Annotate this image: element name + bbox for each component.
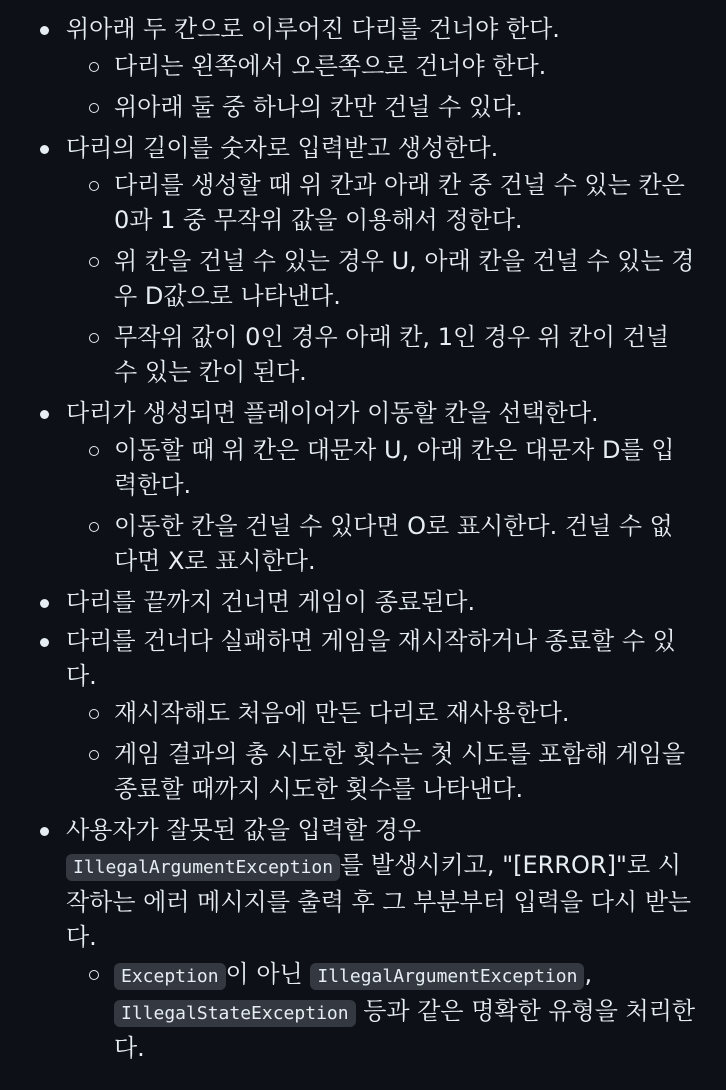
bullet-circle-icon <box>89 103 99 113</box>
sub-list-item-text: , <box>584 960 593 988</box>
list-item-text: 다리를 건너다 실패하면 게임을 재시작하거나 종료할 수 있다. <box>66 627 676 690</box>
bullet-circle-icon <box>89 62 99 72</box>
bullet-disc-icon <box>40 145 49 154</box>
list-item-text: 위아래 두 칸으로 이루어진 다리를 건너야 한다. <box>66 15 560 43</box>
sub-list-item-text: 위 칸을 건널 수 있는 경우 U, 아래 칸을 건널 수 있는 경우 D값으로 나타낸다. <box>114 247 695 310</box>
sub-list-item <box>66 90 696 125</box>
bullet-disc-icon <box>40 638 49 647</box>
sub-list-item-text: 등과 같은 명확한 유형을 처리한다. <box>114 997 696 1062</box>
list-item <box>0 396 696 579</box>
list-item-text: 다리의 길이를 숫자로 입력받고 생성한다. <box>66 134 499 162</box>
list-item-text: 사용자가 잘못된 값을 입력할 경우 <box>66 816 422 844</box>
bullet-circle-icon <box>89 709 99 719</box>
inline-code: IllegalArgumentException <box>66 854 340 881</box>
inline-code: Exception <box>114 963 226 990</box>
bullet-disc-icon <box>40 410 49 419</box>
sub-list-item <box>66 49 696 84</box>
sub-list-item-text: 재시작해도 처음에 만든 다리로 재사용한다. <box>114 699 570 727</box>
requirements-list <box>0 12 696 1066</box>
bullet-circle-icon <box>89 446 99 456</box>
sub-list <box>66 49 696 125</box>
sub-list-item-text: 위아래 둘 중 하나의 칸만 건널 수 있다. <box>114 93 523 121</box>
sub-list <box>66 168 696 390</box>
sub-list-item-text: 이 아닌 <box>225 960 311 988</box>
list-item-text: 를 발생시키고, "[ERROR]"로 시작하는 에러 메시지를 출력 후 그 부분부터 입력을 다시 받는다. <box>66 851 692 951</box>
list-item-error-handling <box>0 813 696 1066</box>
sub-list-item-text: 이동한 칸을 건널 수 있다면 O로 표시한다. 건널 수 없다면 X로 표시한다. <box>114 512 673 575</box>
sub-list-item <box>66 168 696 238</box>
bullet-disc-icon <box>40 599 49 608</box>
list-item <box>0 585 696 620</box>
bullet-circle-icon <box>89 257 99 267</box>
sub-list-item-text: 다리는 왼쪽에서 오른쪽으로 건너야 한다. <box>114 52 547 80</box>
sub-list <box>66 433 696 579</box>
inline-code: IllegalArgumentException <box>310 963 584 990</box>
bullet-circle-icon <box>89 750 99 760</box>
bullet-circle-icon <box>89 181 99 191</box>
sub-list-item-text: 게임 결과의 총 시도한 횟수는 첫 시도를 포함해 게임을 종료할 때까지 시도한 횟수를 나타낸다. <box>114 740 686 803</box>
bullet-disc-icon <box>40 26 49 35</box>
list-item <box>0 12 696 125</box>
sub-list-item <box>66 244 696 314</box>
sub-list-item <box>66 509 696 579</box>
sub-list-item <box>66 737 696 807</box>
sub-list-item <box>66 433 696 503</box>
sub-list <box>66 957 696 1066</box>
sub-list-item-text: 이동할 때 위 칸은 대문자 U, 아래 칸은 대문자 D를 입력한다. <box>114 436 675 499</box>
bullet-circle-icon <box>89 333 99 343</box>
inline-code: IllegalStateException <box>114 1000 356 1027</box>
bullet-circle-icon <box>89 970 99 980</box>
sub-list-item <box>66 957 696 1066</box>
sub-list-item <box>66 320 696 390</box>
sub-list <box>66 696 696 807</box>
list-item-text: 다리를 끝까지 건너면 게임이 종료된다. <box>66 588 476 616</box>
bullet-circle-icon <box>89 522 99 532</box>
list-item-text: 다리가 생성되면 플레이어가 이동할 칸을 선택한다. <box>66 399 599 427</box>
sub-list-item <box>66 696 696 731</box>
list-item <box>0 624 696 807</box>
bullet-disc-icon <box>40 827 49 836</box>
list-item <box>0 131 696 390</box>
sub-list-item-text: 무작위 값이 0인 경우 아래 칸, 1인 경우 위 칸이 건널 수 있는 칸이 된다. <box>114 323 669 386</box>
sub-list-item-text: 다리를 생성할 때 위 칸과 아래 칸 중 건널 수 있는 칸은 0과 1 중 무작위 값을 이용해서 정한다. <box>114 171 685 234</box>
